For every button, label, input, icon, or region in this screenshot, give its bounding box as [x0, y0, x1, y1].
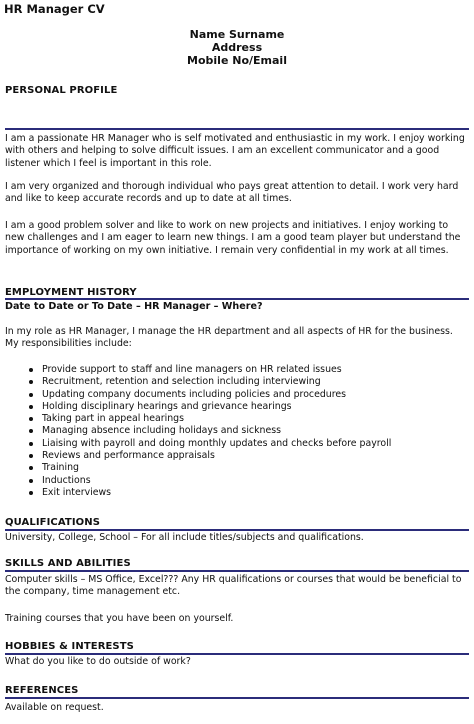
skills-divider — [5, 570, 469, 572]
list-item: Updating company documents including policies and procedures — [5, 389, 391, 401]
list-item: Holding disciplinary hearings and grievance hearings — [5, 401, 391, 413]
list-item: Taking part in appeal hearings — [5, 413, 391, 425]
hobbies-divider — [5, 653, 469, 655]
list-item: Inductions — [5, 475, 391, 487]
responsibilities-list — [5, 364, 391, 499]
qualifications-heading: QUALIFICATIONS — [5, 517, 101, 528]
profile-divider — [5, 128, 469, 130]
candidate-name: Name Surname — [189, 28, 285, 41]
skills-heading: SKILLS AND ABILITIES — [5, 558, 131, 569]
list-item: Exit interviews — [5, 487, 391, 499]
skills-text: Computer skills – MS Office, Excel??? Any HR qualifications or courses that would be beneficial to the company, time management etc. — [5, 574, 462, 598]
candidate-contact: Mobile No/Email — [187, 54, 287, 67]
profile-heading: PERSONAL PROFILE — [5, 85, 118, 96]
profile-paragraph: I am very organized and thorough individual who pays great attention to detail. I work very hard and like to keep accurate records and up to date at all times. — [5, 181, 459, 205]
profile-paragraph: I am a good problem solver and like to work on new projects and initiatives. I enjoy working to new challenges and I am eager to learn new things. I am a good team player but understand the importance of working on my own initiative. I remain very confidential in my work at all times. — [5, 220, 461, 256]
employment-role: Date to Date or To Date – HR Manager – Where? — [5, 301, 263, 312]
list-item: Provide support to staff and line managers on HR related issues — [5, 364, 391, 376]
list-item: Liaising with payroll and doing monthly updates and checks before payroll — [5, 438, 391, 450]
list-item: Recruitment, retention and selection including interviewing — [5, 376, 391, 388]
list-item: Managing absence including holidays and sickness — [5, 425, 391, 437]
references-text: Available on request. — [5, 702, 104, 713]
candidate-address: Address — [211, 41, 263, 54]
references-heading: REFERENCES — [5, 685, 79, 696]
contact-header — [0, 28, 474, 67]
document-title: HR Manager CV — [4, 2, 105, 16]
skills-training-text: Training courses that you have been on yourself. — [5, 613, 234, 624]
hobbies-heading: HOBBIES & INTERESTS — [5, 641, 134, 652]
employment-heading: EMPLOYMENT HISTORY — [5, 287, 137, 298]
list-item: Training — [5, 462, 391, 474]
references-divider — [5, 697, 469, 699]
employment-intro: In my role as HR Manager, I manage the HR department and all aspects of HR for the business. My responsibilities include: — [5, 326, 453, 350]
qualifications-divider — [5, 529, 469, 531]
profile-paragraph: I am a passionate HR Manager who is self motivated and enthusiastic in my work. I enjoy working with others and helping to solve difficult issues. I am an excellent communicator and a good listener which I feel is important in this role. — [5, 133, 465, 169]
list-item: Reviews and performance appraisals — [5, 450, 391, 462]
hobbies-text: What do you like to do outside of work? — [5, 656, 191, 667]
employment-divider — [5, 298, 469, 300]
qualifications-text: University, College, School – For all include titles/subjects and qualifications. — [5, 532, 364, 543]
